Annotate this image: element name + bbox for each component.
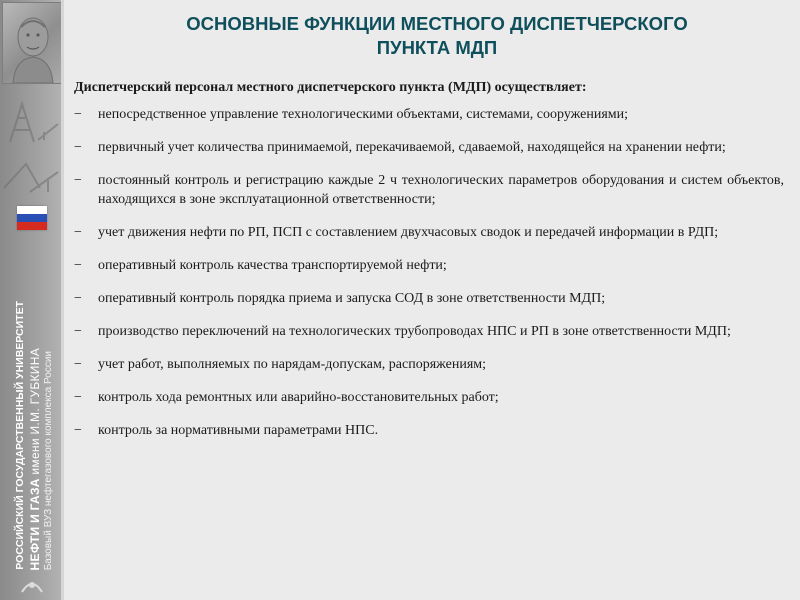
list-item — [74, 171, 784, 209]
slide-title — [78, 12, 796, 60]
dash-bullet: − — [74, 173, 82, 188]
list-item-text: первичный учет количества принимаемой, перекачиваемой, сдаваемой, находящейся на хранении нефти; — [98, 140, 726, 155]
founder-portrait — [2, 2, 62, 84]
list-item-text: учет работ, выполняемых по нарядам-допускам, распоряжениям; — [98, 357, 487, 372]
list-item-text: контроль хода ремонтных или аварийно-восстановительных работ; — [98, 390, 499, 405]
dash-bullet: − — [74, 258, 82, 273]
slide-title-line1: ОСНОВНЫЕ ФУНКЦИИ МЕСТНОГО ДИСПЕТЧЕРСКОГО — [186, 13, 688, 34]
dash-bullet: − — [74, 225, 82, 240]
university-name-bold: НЕФТИ И ГАЗА — [28, 477, 42, 570]
list-item-text: постоянный контроль и регистрацию каждые 2 ч технологических параметров оборудования и систем объектов, находящихся в зоне эксплуатационной ответственности; — [98, 173, 784, 207]
list-item-text: оперативный контроль порядка приема и запуска СОД в зоне ответственности МДП; — [98, 291, 606, 306]
functions-list — [74, 105, 784, 440]
university-name-line1: РОССИЙСКИЙ ГОСУДАРСТВЕННЫЙ УНИВЕРСИТЕТ — [14, 301, 26, 570]
oil-rig-silhouettes-icon — [0, 92, 64, 202]
university-sidebar — [0, 0, 64, 600]
list-item — [74, 289, 784, 308]
flag-stripe-red — [17, 222, 47, 230]
list-item — [74, 105, 784, 124]
flag-stripe-blue — [17, 214, 47, 222]
university-name-rest: имени И.М. ГУБКИНА — [28, 347, 42, 478]
slide-title-line2: ПУНКТА МДП — [376, 37, 498, 58]
portrait-relief-icon — [3, 3, 61, 83]
dash-bullet: − — [74, 140, 82, 155]
flag-stripe-white — [17, 206, 47, 214]
list-item — [74, 421, 784, 440]
list-item-text: оперативный контроль качества транспортируемой нефти; — [98, 258, 447, 273]
dash-bullet: − — [74, 357, 82, 372]
list-item-text: учет движения нефти по РП, ПСП с составлением двухчасовых сводок и передачей информации в РДП; — [98, 225, 719, 240]
russian-flag-icon — [17, 206, 47, 230]
dash-bullet: − — [74, 423, 82, 438]
list-item — [74, 223, 784, 242]
dash-bullet: − — [74, 107, 82, 122]
list-item — [74, 388, 784, 407]
list-item-text: контроль за нормативными параметрами НПС. — [98, 423, 379, 438]
list-item — [74, 138, 784, 157]
intro-text: Диспетчерский персонал местного диспетчерского пункта (МДП) осуществляет: — [74, 80, 587, 95]
list-item — [74, 256, 784, 275]
university-name-line2 — [28, 348, 42, 570]
list-item — [74, 322, 784, 341]
university-tagline: Базовый ВУЗ нефтегазового комплекса России — [43, 350, 54, 570]
list-item-text: непосредственное управление технологическими объектами, системами, сооружениями; — [98, 107, 629, 122]
dash-bullet: − — [74, 324, 82, 339]
dash-bullet: − — [74, 291, 82, 306]
slide-content — [74, 79, 784, 454]
list-item-text: производство переключений на технологических трубопроводах НПС и РП в зоне ответственности МДП; — [98, 324, 731, 339]
dash-bullet: − — [74, 390, 82, 405]
university-logo-icon — [18, 572, 46, 596]
sidebar-edge — [61, 0, 64, 600]
list-item — [74, 355, 784, 374]
